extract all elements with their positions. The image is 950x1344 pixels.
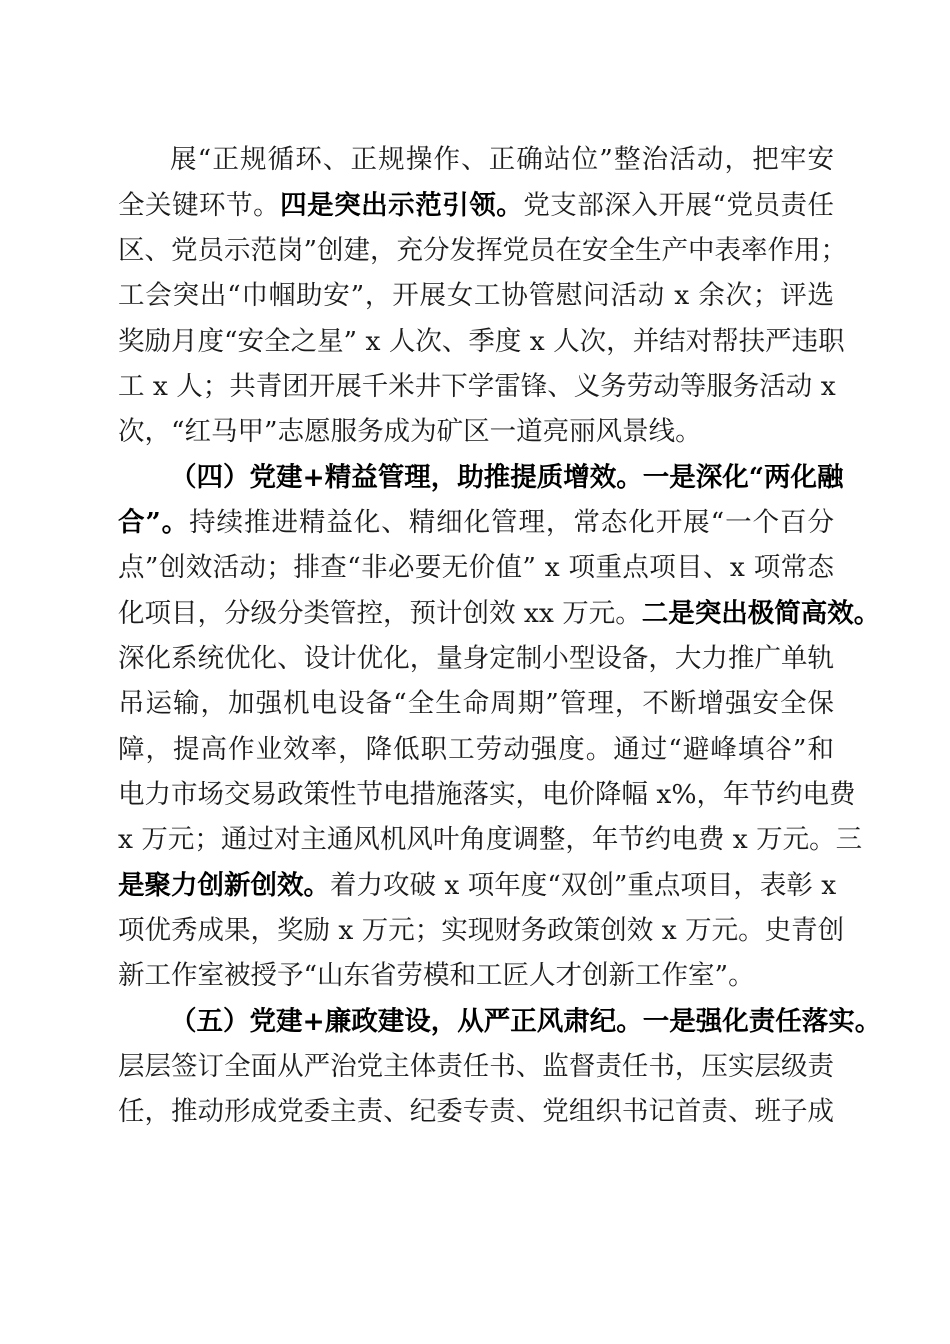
text-run: 工 x 人；共青团开展千米井下学雷锋、义务劳动等服务活动 x bbox=[118, 371, 836, 402]
text-run: 项优秀成果，奖励 x 万元；实现财务政策创效 x 万元。史青创 bbox=[118, 915, 845, 946]
text-run: 奖励月度“安全之星” x 人次、季度 x 人次，并结对帮扶严违职 bbox=[118, 326, 845, 357]
text-line bbox=[118, 410, 834, 454]
text-run: 工会突出“巾帼助安”，开展女工协管慰问活动 x 余次；评选 bbox=[118, 280, 834, 311]
section-heading: （五）党建+廉政建设，从严正风肃纪。一是强化责任落实。 bbox=[170, 1006, 882, 1037]
text-run: x 万元；通过对主通风机风叶角度调整，年节约电费 x 万元。三 bbox=[118, 824, 863, 855]
text-line bbox=[118, 864, 837, 908]
text-run: 电力市场交易政策性节电措施落实，电价降幅 x%，年节约电费 bbox=[118, 779, 856, 810]
text-line bbox=[118, 320, 845, 364]
text-run: 全关键环节。 bbox=[118, 190, 281, 221]
text-run: 着力攻破 x 项年度“双创”重点项目，表彰 x bbox=[330, 870, 837, 901]
text-line bbox=[118, 818, 863, 862]
text-run: 任，推动形成党委主责、纪委专责、党组织书记首责、班子成 bbox=[118, 1096, 834, 1127]
bold-heading-run: 是聚力创新创效。 bbox=[118, 870, 330, 901]
text-line bbox=[118, 501, 834, 545]
text-run: 障，提高作业效率，降低职工劳动强度。通过“避峰填谷”和 bbox=[118, 734, 834, 765]
text-line bbox=[118, 274, 834, 318]
section-heading: （四）党建+精益管理，助推提质增效。一是深化“两化融 bbox=[170, 462, 844, 493]
bold-heading-run: 四是突出示范引领。 bbox=[280, 190, 524, 221]
text-line bbox=[118, 682, 834, 726]
text-line bbox=[118, 728, 834, 772]
text-run: 层层签订全面从严治党主体责任书、监督责任书，压实层级责 bbox=[118, 1051, 834, 1082]
section-heading-line bbox=[170, 456, 844, 500]
text-run: 展“正规循环、正规操作、正确站位”整治活动，把牢安 bbox=[170, 144, 834, 175]
text-line bbox=[118, 637, 834, 681]
text-line bbox=[118, 1045, 834, 1089]
section-heading-line bbox=[170, 1000, 882, 1044]
text-run: 持续推进精益化、精细化管理，常态化开展“一个百分 bbox=[189, 507, 834, 538]
text-line bbox=[118, 365, 834, 409]
text-run: 点”创效活动；排查“非必要无价值” x 项重点项目、x 项常态 bbox=[118, 552, 834, 583]
text-line bbox=[170, 138, 834, 182]
text-line bbox=[118, 909, 845, 953]
bold-heading-run: 合”。 bbox=[118, 507, 190, 538]
text-run: 区、党员示范岗”创建，充分发挥党员在安全生产中表率作用； bbox=[118, 235, 848, 266]
text-line bbox=[118, 546, 834, 590]
text-line bbox=[118, 1090, 834, 1134]
text-line bbox=[118, 184, 834, 228]
text-run: 新工作室被授予“山东省劳模和工匠人才创新工作室”。 bbox=[118, 960, 755, 991]
text-run: 深化系统优化、设计优化，量身定制小型设备，大力推广单轨 bbox=[118, 643, 834, 674]
text-line bbox=[118, 954, 834, 998]
text-run: 化项目，分级分类管控，预计创效 xx 万元。 bbox=[118, 598, 642, 629]
text-line bbox=[118, 773, 856, 817]
text-run: 吊运输，加强机电设备“全生命周期”管理，不断增强安全保 bbox=[118, 688, 834, 719]
text-run: 党支部深入开展“党员责任 bbox=[523, 190, 834, 221]
bold-heading-run: 二是突出极简高效。 bbox=[641, 598, 881, 629]
text-line bbox=[118, 229, 848, 273]
text-run: 次，“红马甲”志愿服务成为矿区一道亮丽风景线。 bbox=[118, 416, 702, 447]
text-line bbox=[118, 592, 881, 636]
